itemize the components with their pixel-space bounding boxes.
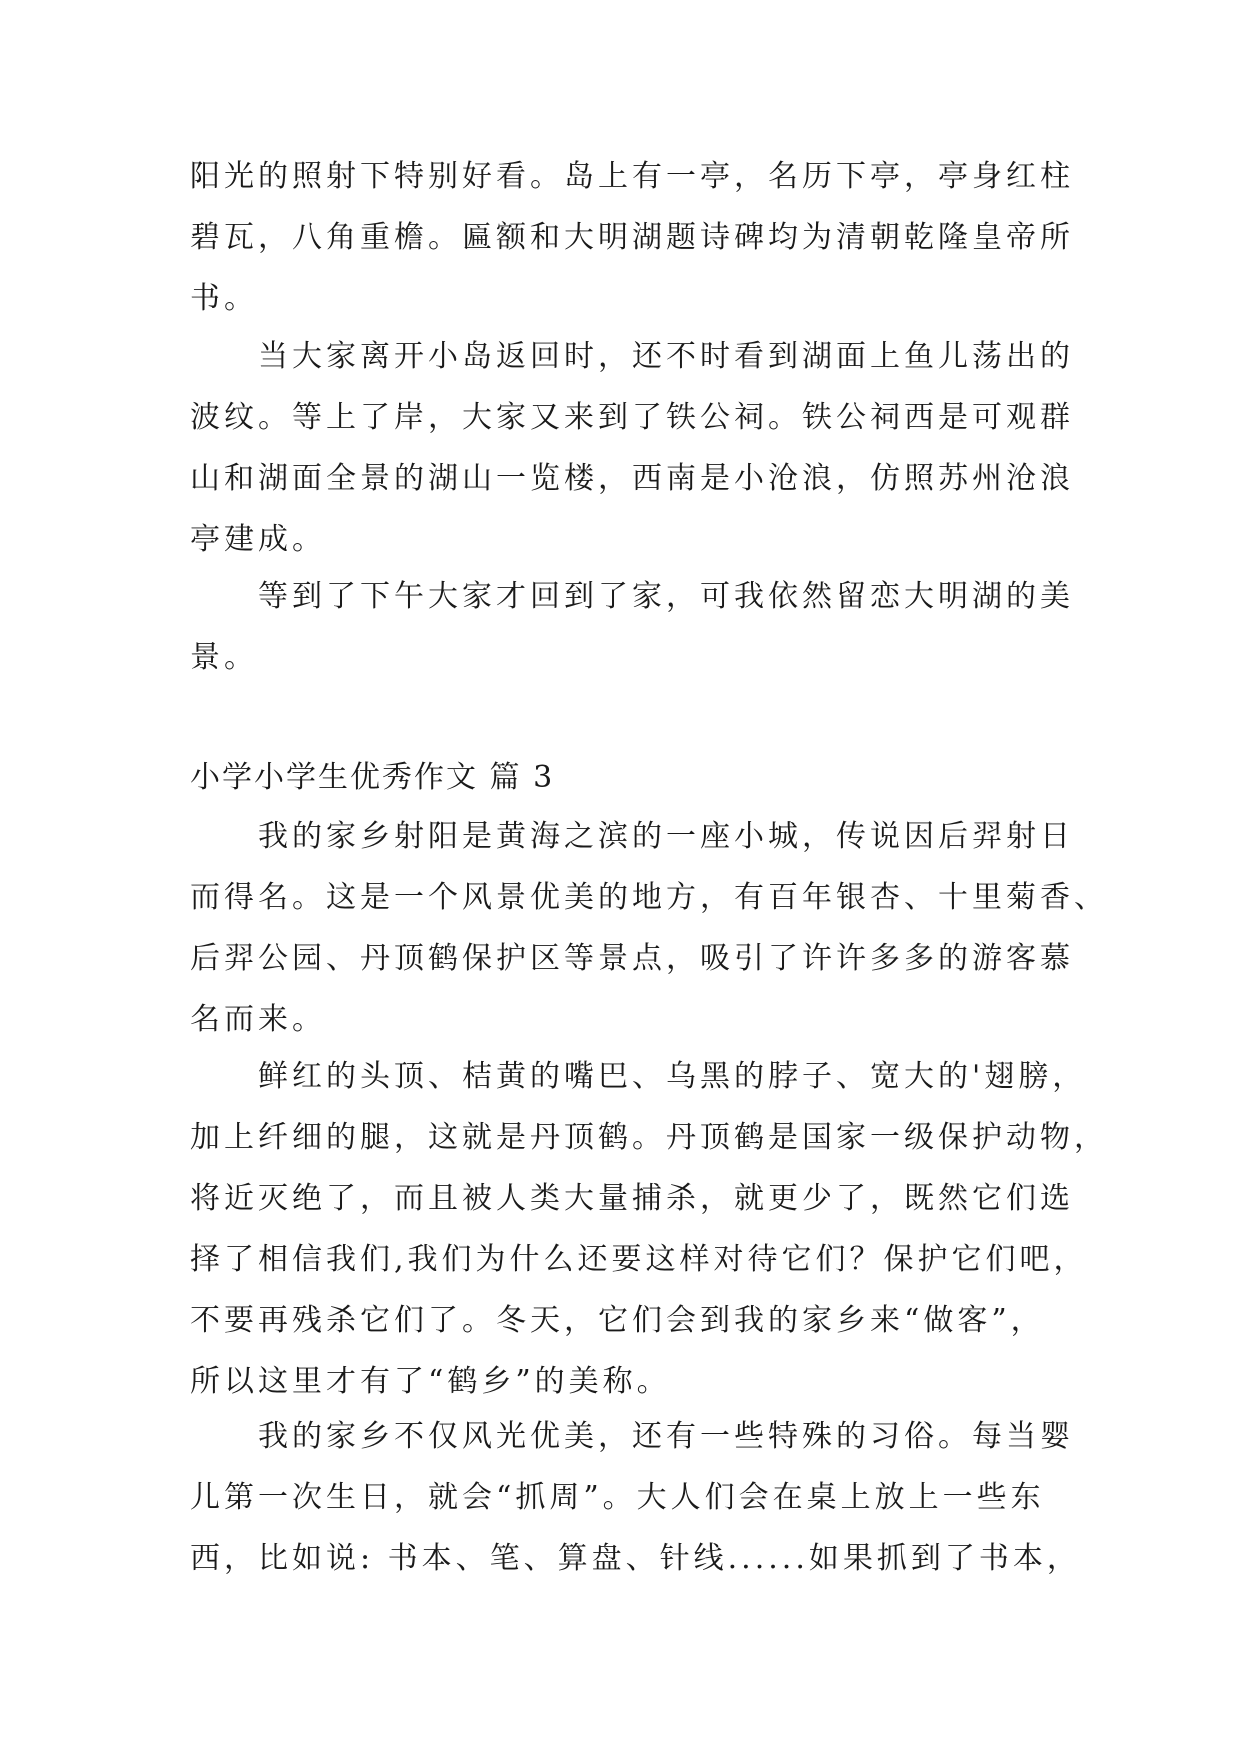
- paragraph-line: 等到了下午大家才回到了家，可我依然留恋大明湖的美: [258, 579, 1074, 614]
- paragraph-line: 名而来。: [190, 1002, 326, 1037]
- paragraph-line: 波纹。等上了岸，大家又来到了铁公祠。铁公祠西是可观群: [190, 400, 1074, 435]
- paragraph-line: 碧瓦，八角重檐。匾额和大明湖题诗碑均为清朝乾隆皇帝所: [190, 220, 1074, 255]
- paragraph-line: 我的家乡不仅风光优美，还有一些特殊的习俗。每当婴: [258, 1419, 1074, 1454]
- paragraph-line: 择了相信我们,我们为什么还要这样对待它们？保护它们吧，: [190, 1242, 1088, 1277]
- paragraph-line: 鲜红的头顶、桔黄的嘴巴、乌黑的脖子、宽大的'翅膀，: [258, 1059, 1087, 1094]
- paragraph-line: 亭建成。: [190, 522, 326, 557]
- paragraph-1: [190, 146, 1074, 329]
- paragraph-line: 后羿公园、丹顶鹤保护区等景点，吸引了许许多多的游客慕: [190, 941, 1074, 976]
- section-heading: 小学小学生优秀作文 篇 3: [190, 760, 555, 795]
- paragraph-line: 我的家乡射阳是黄海之滨的一座小城，传说因后羿射日: [258, 819, 1074, 854]
- paragraph-2: [190, 326, 1074, 570]
- paragraph-line: 景。: [190, 640, 258, 675]
- paragraph-line: 当大家离开小岛返回时，还不时看到湖面上鱼儿荡出的: [258, 339, 1074, 374]
- paragraph-5: [190, 1046, 1108, 1412]
- paragraph-line: 不要再残杀它们了。冬天，它们会到我的家乡来“做客”，: [190, 1303, 1045, 1338]
- paragraph-line: 将近灭绝了，而且被人类大量捕杀，就更少了，既然它们选: [190, 1181, 1074, 1216]
- paragraph-line: 阳光的照射下特别好看。岛上有一亭，名历下亭，亭身红柱: [190, 159, 1074, 194]
- paragraph-line: 而得名。这是一个风景优美的地方，有百年银杏、十里菊香、: [190, 880, 1108, 915]
- paragraph-line: 山和湖面全景的湖山一览楼，西南是小沧浪，仿照苏州沧浪: [190, 461, 1074, 496]
- paragraph-6: [190, 1406, 1081, 1589]
- paragraph-line: 所以这里才有了“鹤乡”的美称。: [190, 1364, 671, 1399]
- paragraph-line: 西，比如说: 书本、笔、算盘、针线......如果抓到了书本，: [190, 1541, 1081, 1576]
- paragraph-line: 儿第一次生日，就会“抓周”。大人们会在桌上放上一些东: [190, 1480, 1045, 1515]
- paragraph-line: 书。: [190, 281, 258, 316]
- paragraph-line: 加上纤细的腿，这就是丹顶鹤。丹顶鹤是国家一级保护动物，: [190, 1120, 1108, 1155]
- paragraph-4: [190, 806, 1108, 1050]
- paragraph-3: [190, 566, 1074, 688]
- section-heading-block: [190, 747, 1050, 808]
